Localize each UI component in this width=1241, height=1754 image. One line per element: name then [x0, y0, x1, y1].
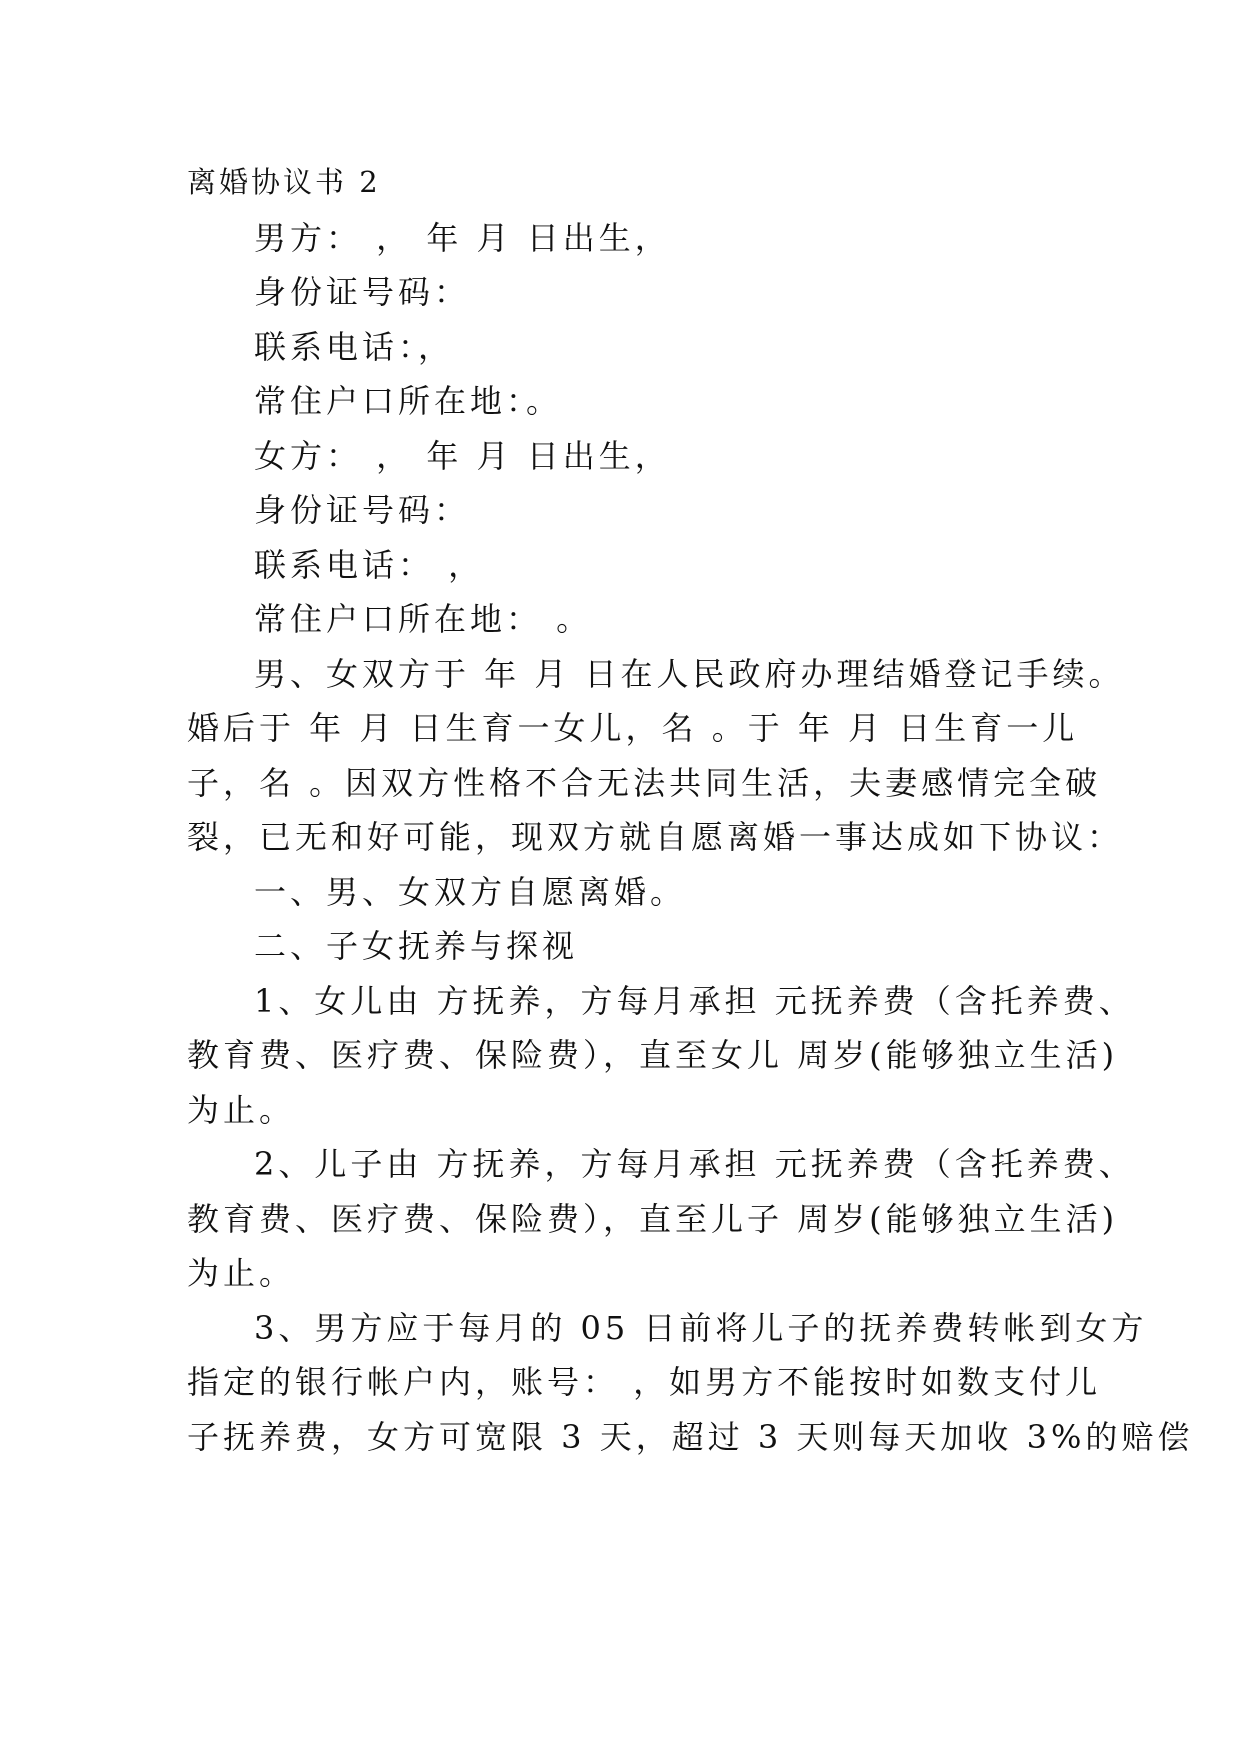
paragraph-line: 子抚养费，女方可宽限 3 天，超过 3 天则每天加收 3%的赔偿 — [187, 1418, 1194, 1456]
paragraph-line: 裂，已无和好可能，现双方就自愿离婚一事达成如下协议： — [187, 818, 1124, 856]
clause-one: 一、男、女双方自愿离婚。 — [254, 873, 687, 911]
female-phone-line: 联系电话： ， — [254, 546, 485, 584]
paragraph-line: 子，名 。因双方性格不合无法共同生活，夫妻感情完全破 — [187, 764, 1102, 802]
paragraph-line: 2、儿子由 方抚养，方每月承担 元抚养费（含托养费、 — [254, 1145, 1135, 1183]
paragraph-line: 男、女双方于 年 月 日在人民政府办理结婚登记手续。 — [254, 655, 1125, 693]
male-id-line: 身份证号码： — [254, 273, 471, 311]
paragraph-line: 为止。 — [187, 1254, 296, 1292]
paragraph-line: 1、女儿由 方抚养，方每月承担 元抚养费（含托养费、 — [254, 982, 1135, 1020]
clause-two-heading: 二、子女抚养与探视 — [254, 927, 579, 965]
document-title: 离婚协议书 2 — [187, 165, 381, 199]
female-id-line: 身份证号码： — [254, 491, 471, 529]
paragraph-line: 婚后于 年 月 日生育一女儿，名 。于 年 月 日生育一儿 — [187, 709, 1079, 747]
paragraph-line: 教育费、医疗费、保险费），直至儿子 周岁(能够独立生活) — [187, 1200, 1119, 1238]
paragraph-line: 指定的银行帐户内，账号： ，如男方不能按时如数支付儿 — [187, 1363, 1102, 1401]
female-party-line: 女方： ， 年 月 日出生， — [254, 437, 671, 475]
male-phone-line: 联系电话：， — [254, 328, 455, 366]
paragraph-line: 为止。 — [187, 1091, 296, 1129]
male-residence-line: 常住户口所在地：。 — [254, 382, 563, 420]
male-party-line: 男方： ， 年 月 日出生， — [254, 219, 671, 257]
paragraph-line: 3、男方应于每月的 05 日前将儿子的抚养费转帐到女方 — [254, 1309, 1148, 1347]
female-residence-line: 常住户口所在地： 。 — [254, 600, 593, 638]
paragraph-line: 教育费、医疗费、保险费），直至女儿 周岁(能够独立生活) — [187, 1036, 1119, 1074]
